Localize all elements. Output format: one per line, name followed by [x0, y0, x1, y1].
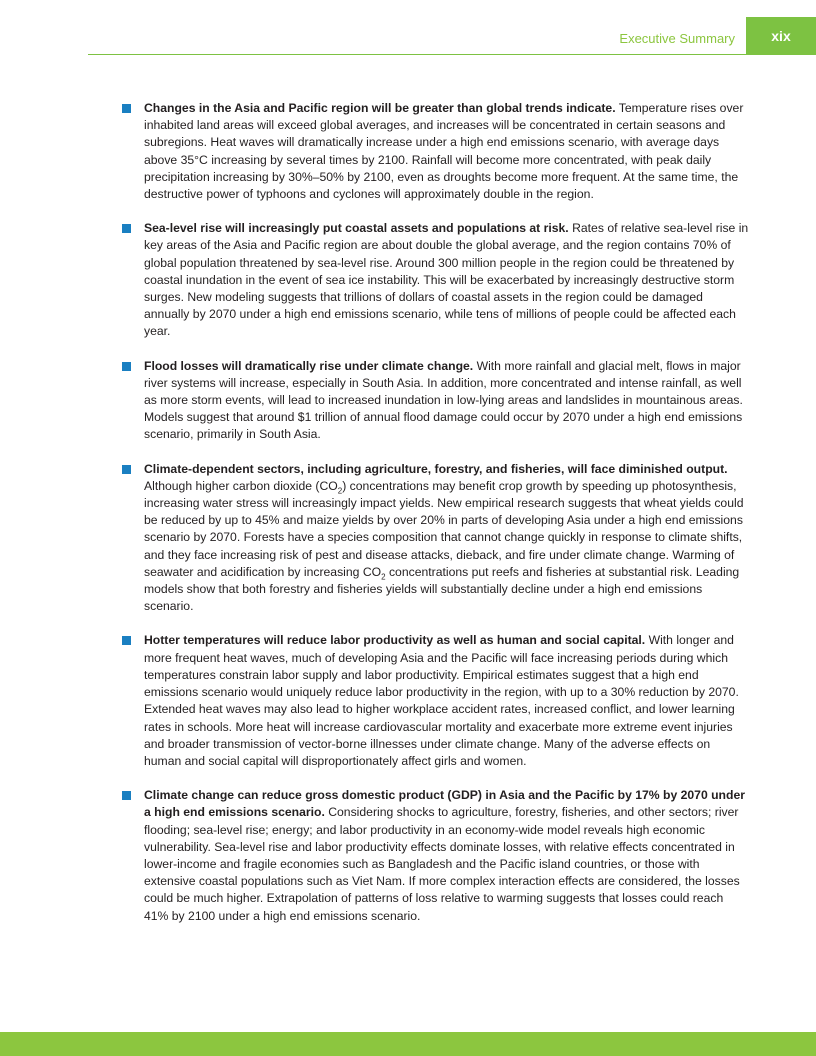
bullet-item-climate-dependent-sectors: [122, 461, 750, 616]
bullet-body: concentrations put reefs and fisheries at substantial risk. Leading models show that both forestry and fisheries yields will substantially decline under a high end emissions scenario.: [144, 564, 740, 614]
bullet-marker: [122, 636, 131, 645]
subscript: 2: [381, 572, 386, 582]
bullet-lead: Climate-dependent sectors, including agriculture, forestry, and fisheries, will face diminished output.: [144, 461, 728, 476]
bullet-lead: Hotter temperatures will reduce labor productivity as well as human and social capital.: [144, 633, 646, 648]
bullet-marker: [122, 104, 131, 113]
bullet-body: Rates of relative sea-level rise in key areas of the Asia and Pacific region are about double the global average, and the region contains 70% of global population threatened by sea-level rise. Around 300 million people in the region could be threatened by coastal inundation in the event of sea ice instability. This will be exacerbated by increasingly destructive storm surges. New modeling suggests that trillions of dollars of coastal assets in the region could be damaged annually by 2070 under a high end emissions scenario, while tens of millions of people could be affected each year.: [144, 221, 749, 339]
bullet-lead: Sea-level rise will increasingly put coastal assets and populations at risk.: [144, 221, 569, 236]
bullet-item-flood-losses: [122, 358, 750, 444]
bullet-item-sea-level-rise: [122, 220, 750, 340]
bullet-body: Although higher carbon dioxide (CO: [144, 478, 338, 493]
bullet-lead: Climate change can reduce gross domestic product (GDP) in Asia and the Pacific by 17% by 2070 under a high end emissions scenario.: [144, 788, 745, 820]
bullet-body: With more rainfall and glacial melt, flows in major river systems will increase, especially in South Asia. In addition, more concentrated and intense rainfall, as well as more storm events, will lead to increased inundation in low-lying areas and landslides in mountainous areas. Models suggest that around $1 trillion of annual flood damage could occur by 2070 under a high end emissions scenario, primarily in South Asia.: [144, 358, 743, 442]
page-number: xix: [771, 28, 791, 44]
subscript: 2: [337, 486, 343, 496]
footer-bar: [0, 1032, 816, 1056]
bullet-body: ) concentrations may benefit crop growth by speeding up photosynthesis, increasing water stress will increasingly impact yields. New empirical research suggests that wheat yields could be reduced by up to 45% and maize yields by over 20% in parts of developing Asia under a high end emissions scenario by 2070. Forests have a species composition that cannot change quickly in response to climate shifts, and they face increasing risk of pest and disease attacks, dieback, and fire under climate change. Warming of seawater and acidification by increasing CO: [144, 478, 744, 579]
bullet-item-asia-pacific-trends: [122, 100, 750, 203]
bullet-item-gdp-reduction: [122, 787, 750, 925]
bullet-marker: [122, 791, 131, 800]
bullet-marker: [122, 224, 131, 233]
bullet-body: Temperature rises over inhabited land areas will exceed global averages, and increases will be concentrated in certain seasons and subregions. Heat waves will dramatically increase under a high end emissions scenario, with average days above 35°C increasing by several times by 2100. Rainfall will become more concentrated, with peak daily precipitation increasing by 30%–50% by 2100, even as droughts become more frequent. At the same time, the destructive power of typhoons and cyclones will approximately double in the region.: [144, 101, 744, 202]
bullet-list: [122, 100, 750, 942]
bullet-marker: [122, 465, 131, 474]
header-divider: [88, 54, 746, 55]
bullet-item-labor-productivity: [122, 632, 750, 770]
bullet-body: Considering shocks to agriculture, forestry, fisheries, and other sectors; river flooding; sea-level rise; energy; and labor productivity in an economy-wide model reveals high economic vulnerability. Sea-level rise and labor productivity effects dominate losses, with relative effects concentrated in lower-income and fragile economies such as Bangladesh and the Pacific island countries, or those with extensive coastal populations such as Viet Nam. If more complex interaction effects are considered, the losses could be much higher. Extrapolation of patterns of loss relative to warming suggests that losses could reach 41% by 2100 under a high end emissions scenario.: [144, 805, 740, 923]
page-number-tab: [746, 17, 816, 55]
bullet-marker: [122, 362, 131, 371]
bullet-lead: Flood losses will dramatically rise under climate change.: [144, 358, 474, 373]
bullet-lead: Changes in the Asia and Pacific region will be greater than global trends indicate.: [144, 101, 616, 115]
bullet-body: With longer and more frequent heat waves, much of developing Asia and the Pacific will face increasing periods during which temperatures constrain labor supply and labor productivity. Empirical estimates suggest that a high end emissions scenario would uniquely reduce labor productivity in the region, with up to a 30% reduction by 2070. Extended heat waves may also lead to higher workplace accident rates, increased conflict, and lower learning rates in schools. More heat will increase cardiovascular mortality and exacerbate more extreme event injuries and broader transmission of vector-borne illnesses under climate change. Many of the adverse effects on human and social capital will disproportionately affect girls and women.: [144, 633, 739, 768]
running-header-section: Executive Summary: [619, 31, 735, 46]
